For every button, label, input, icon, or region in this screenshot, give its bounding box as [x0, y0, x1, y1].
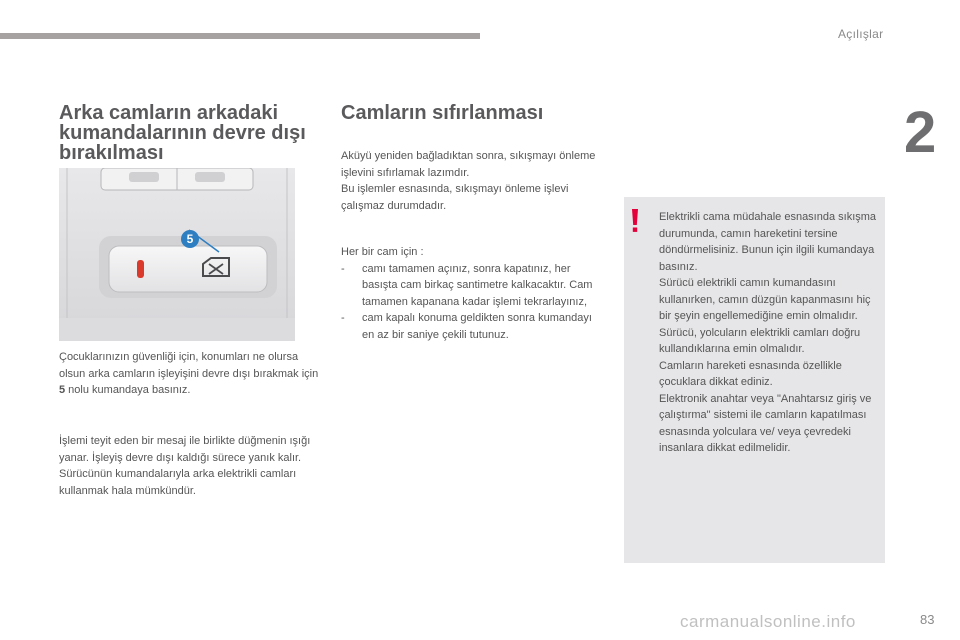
reset-steps	[341, 244, 606, 343]
reset-intro: Aküyü yeniden bağladıktan sonra, sıkışmayı önleme işlevini sıfırlamak lazımdır. Bu işlemler esnasında, sıkışmayı önleme işlevi çalışmaz durumdadır.	[341, 150, 596, 212]
section-title: Açılışlar	[838, 27, 884, 41]
step-item: - camı tamamen açınız, sonra kapatınız, her basışta cam birkaç santimetre kalkacaktır. Cam tamamen kapanana kadar işlemi tekrarlayınız,	[341, 261, 606, 311]
button-number: 5	[59, 384, 66, 396]
chapter-number: 2	[904, 100, 937, 165]
warning-text	[659, 209, 881, 457]
left-heading: Arka camların arkadaki kumandalarının devre dışı bırakılması	[59, 102, 306, 164]
rear-window-control-illustration	[59, 168, 295, 341]
warning-paragraph: Sürücü elektrikli camın kumandasını kullanırken, camın düzgün kapanmasını hiç bir şeyin engellemediğine emin olmalıdır.	[659, 277, 871, 322]
steps-list	[341, 261, 606, 344]
warning-paragraph: Camların hareketi esnasında özellikle çocuklara dikkat ediniz.	[659, 359, 842, 388]
steps-intro: Her bir cam için :	[341, 246, 424, 258]
button-callout-label: 5	[186, 232, 194, 246]
step-item: - cam kapalı konuma geldikten sonra kumandayı en az bir saniye çekili tutunuz.	[341, 310, 606, 343]
header-accent-bar	[0, 33, 480, 39]
exclamation-icon	[630, 209, 640, 233]
warning-paragraph: Sürücü, yolcuların elektrikli camları doğru kullandıklarına emin olmalıdır.	[659, 326, 861, 355]
right-heading: Camların sıfırlanması	[341, 102, 544, 124]
watermark: carmanualsonline.info	[680, 612, 856, 631]
warning-paragraph: Elektrikli cama müdahale esnasında sıkışma durumunda, camın hareketini tersine döndürmelisiniz. Bunun için ilgili kumandaya basınız.	[659, 211, 877, 273]
warning-paragraph: Elektronik anahtar veya "Anahtarsız giriş ve çalıştırma" sistemi ile camların kapatılması esnasında yolculara ve/ veya çevredeki insanlara dikkat edilmelidir.	[659, 392, 872, 454]
left-paragraph-1: Çocuklarınızın güvenliği için, konumları ne olursa olsun arka camların işleyişini devre dışı bırakmak için 5 nolu kumandaya basınız.	[59, 351, 319, 396]
page-number: 83	[920, 612, 935, 627]
left-paragraph-2: İşlemi teyit eden bir mesaj ile birlikte düğmenin ışığı yanar. İşleyiş devre dışı kaldığı sürece yanık kalır. Sürücünün kumandalarıyla arka elektrikli camları kullanmak hala mümkündür.	[59, 435, 311, 497]
